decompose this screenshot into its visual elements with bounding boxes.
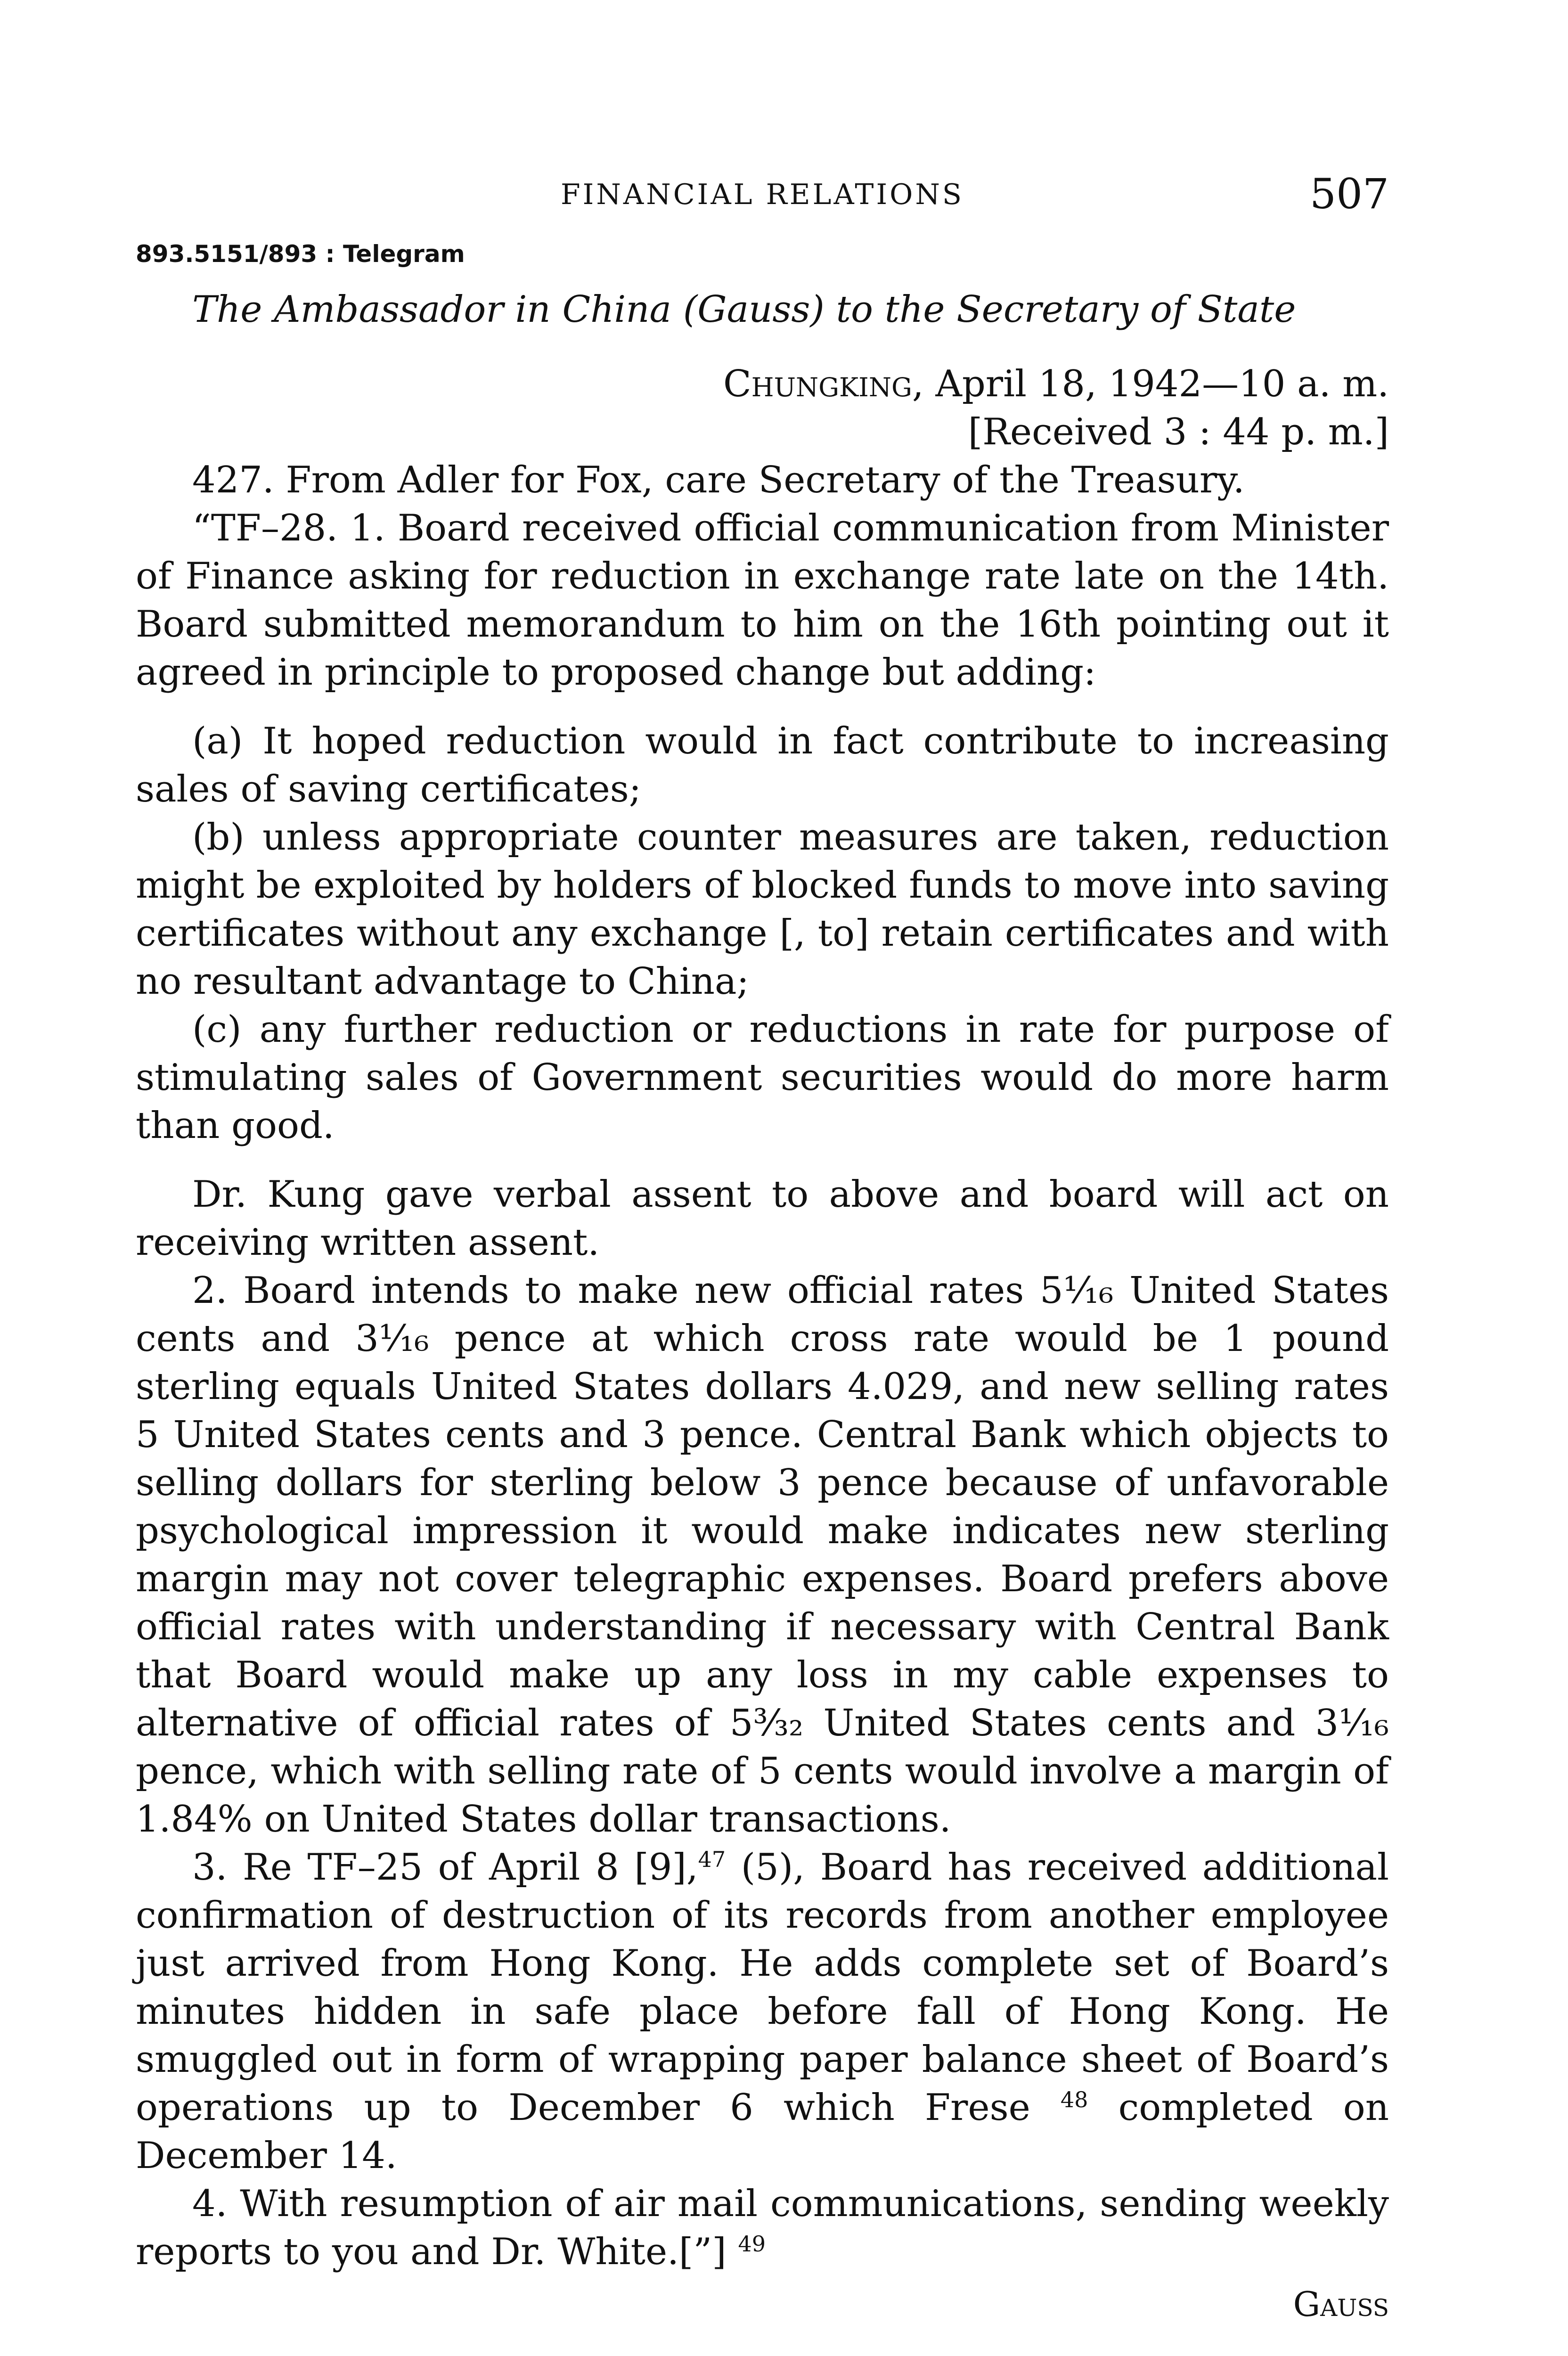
document-title: The Ambassador in China (Gauss) to the Secretary of State bbox=[192, 288, 1296, 331]
running-header bbox=[136, 170, 1389, 226]
paragraph-3-middle: (5), Board has received additional confirmation of destruction of its records from another employee just arrived from Hong Kong. He adds complete set of Board’s minutes hidden in safe place before fall of Hong Kong. He smuggled out in form of wrapping paper balance sheet of Board’s operations up to December 6 which Frese bbox=[136, 1846, 1389, 2129]
list-item-a: (a) It hoped reduction would in fact contribute to increasing sales of saving certificates; bbox=[136, 720, 1389, 810]
paragraph-2: 2. Board intends to make new official rates 5¹⁄₁₆ United States cents and 3¹⁄₁₆ pence at which cross rate would be 1 pound sterling equals United States dollars 4.029, and new selling rates 5 United States cents and 3 pence. Central Bank which objects to selling dollars for sterling below 3 pence because of unfavorable psychological impression it would make indicates new sterling margin may not cover telegraphic expenses. Board prefers above official rates with understanding if necessary with Central Bank that Board would make up any loss in my cable expenses to alternative of official rates of 5³⁄₃₂ United States cents and 3¹⁄₁₆ pence, which with selling rate of 5 cents would involve a margin of 1.84% on United States dollar transactions. bbox=[136, 1269, 1389, 1841]
paragraph-4-text: 4. With resumption of air mail communications, sending weekly reports to you and Dr. White.[”] bbox=[136, 2183, 1389, 2273]
paragraph-3 bbox=[136, 1843, 1389, 2180]
memorandum-points bbox=[136, 717, 1389, 1150]
paragraph-tf28: “TF–28. 1. Board received official communication from Minister of Finance asking for reduction in exchange rate late on the 14th. Board submitted memorandum to him on the 16th pointing out it agreed in principle to proposed change but adding: bbox=[136, 507, 1389, 694]
footnote-ref-48: 48 bbox=[1060, 2087, 1088, 2112]
footnote-ref-47: 47 bbox=[698, 1847, 726, 1872]
dateline-sent bbox=[136, 360, 1389, 408]
footnote-ref-49: 49 bbox=[738, 2231, 766, 2257]
dateline bbox=[136, 360, 1389, 456]
page-number: 507 bbox=[1310, 170, 1389, 218]
telegram-body bbox=[136, 456, 1389, 2276]
dateline-received: [Received 3 : 44 p. m.] bbox=[968, 411, 1389, 453]
paragraph-4 bbox=[136, 2180, 1389, 2276]
dateline-place: Chungking, bbox=[723, 363, 924, 405]
paragraph-kung: Dr. Kung gave verbal assent to above and board will act on receiving written assent. bbox=[136, 1173, 1389, 1264]
paragraph-427: 427. From Adler for Fox, care Secretary of the Treasury. bbox=[192, 459, 1245, 501]
list-item-c: (c) any further reduction or reductions in rate for purpose of stimulating sales of Government securities would do more harm than good. bbox=[136, 1008, 1389, 1147]
dateline-date: April 18, 1942—10 a. m. bbox=[923, 363, 1389, 405]
paragraph-3-end: completed on December 14. bbox=[136, 2086, 1389, 2177]
running-title: FINANCIAL RELATIONS bbox=[561, 178, 964, 211]
file-number: 893.5151/893 : Telegram bbox=[136, 240, 465, 268]
list-item-b: (b) unless appropriate counter measures are taken, reduction might be exploited by holders of blocked funds to move into saving certificates without any exchange [, to] retain certificates and with no resultant advantage to China; bbox=[136, 816, 1389, 1003]
paragraph-3-start: 3. Re TF–25 of April 8 [9], bbox=[192, 1846, 698, 1889]
signature: Gauss bbox=[1293, 2284, 1389, 2324]
document-page bbox=[136, 170, 1389, 2356]
